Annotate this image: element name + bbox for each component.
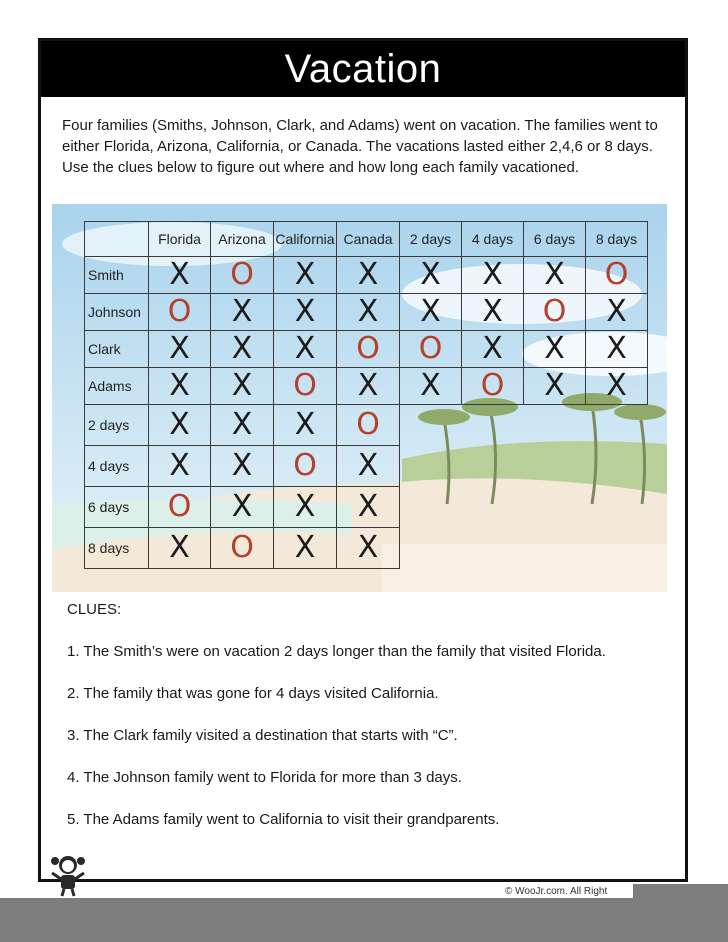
grid-mark: O xyxy=(462,368,524,405)
grid-mark: X xyxy=(337,487,400,528)
grid-empty-area xyxy=(400,405,648,446)
grid-mark: X xyxy=(274,405,337,446)
grid-mark: O xyxy=(149,294,211,331)
grid-mark: X xyxy=(274,528,337,569)
grid-mark: X xyxy=(337,528,400,569)
column-header: California xyxy=(274,222,337,257)
clue-item: 2. The family that was gone for 4 days visited California. xyxy=(67,685,439,702)
column-header: 8 days xyxy=(586,222,648,257)
grid-mark: X xyxy=(274,294,337,331)
grid-mark: X xyxy=(274,487,337,528)
grid-mark: X xyxy=(524,257,586,294)
grid-mark: X xyxy=(337,446,400,487)
column-header: Arizona xyxy=(211,222,274,257)
family-row-adams xyxy=(85,368,648,405)
days-row-6 xyxy=(85,487,648,528)
grid-mark: X xyxy=(274,331,337,368)
grid-mark: X xyxy=(211,331,274,368)
grid-mark: X xyxy=(586,331,648,368)
grid-mark: O xyxy=(274,446,337,487)
column-header: 2 days xyxy=(400,222,462,257)
grid-mark: X xyxy=(400,257,462,294)
days-row-2 xyxy=(85,405,648,446)
grid-corner-cell xyxy=(85,222,149,257)
grid-mark: O xyxy=(524,294,586,331)
grid-mark: O xyxy=(274,368,337,405)
kid-mascot-icon xyxy=(47,853,89,897)
family-row-clark xyxy=(85,331,648,368)
grid-header-row xyxy=(85,222,648,257)
grid-mark: X xyxy=(149,405,211,446)
column-header: 6 days xyxy=(524,222,586,257)
grid-mark: X xyxy=(586,368,648,405)
grid-mark: X xyxy=(337,294,400,331)
row-label: Smith xyxy=(85,257,149,294)
grid-mark: O xyxy=(211,528,274,569)
grid-mark: X xyxy=(586,294,648,331)
footer-bar xyxy=(0,898,728,942)
row-label: Clark xyxy=(85,331,149,368)
grid-mark: X xyxy=(149,528,211,569)
days-row-8 xyxy=(85,528,648,569)
clue-item: 4. The Johnson family went to Florida for more than 3 days. xyxy=(67,769,462,786)
worksheet xyxy=(38,38,688,882)
grid-mark: O xyxy=(211,257,274,294)
grid-mark: X xyxy=(149,368,211,405)
grid-mark: O xyxy=(337,331,400,368)
copyright-text: © WooJr.com. All Right xyxy=(505,886,608,897)
grid-mark: X xyxy=(274,257,337,294)
grid-mark: X xyxy=(149,446,211,487)
grid-mark: X xyxy=(462,257,524,294)
logic-grid xyxy=(84,221,648,569)
grid-mark: O xyxy=(149,487,211,528)
grid-mark: O xyxy=(586,257,648,294)
grid-mark: X xyxy=(337,368,400,405)
row-label: 8 days xyxy=(85,528,149,569)
grid-mark: X xyxy=(524,331,586,368)
grid-mark: X xyxy=(400,368,462,405)
column-header: Canada xyxy=(337,222,400,257)
grid-mark: O xyxy=(400,331,462,368)
family-row-smith xyxy=(85,257,648,294)
grid-mark: X xyxy=(462,294,524,331)
worksheet-title: Vacation xyxy=(41,41,685,97)
clue-item: 5. The Adams family went to California to visit their grandparents. xyxy=(67,811,500,828)
clue-item: 1. The Smith’s were on vacation 2 days longer than the family that visited Florida. xyxy=(67,643,606,660)
family-row-johnson xyxy=(85,294,648,331)
grid-mark: X xyxy=(211,446,274,487)
grid-empty-area xyxy=(400,487,648,528)
footer-overlay xyxy=(633,884,728,898)
grid-mark: X xyxy=(211,368,274,405)
row-label: Adams xyxy=(85,368,149,405)
intro-paragraph: Four families (Smiths, Johnson, Clark, and Adams) went on vacation. The families went to either Florida, Arizona, California, or Canada. The vacations lasted either 2,4,6 or 8 days. Use the clues below to figure out where and how long each family vacationed. xyxy=(62,117,658,176)
grid-mark: X xyxy=(462,331,524,368)
row-label: 6 days xyxy=(85,487,149,528)
column-header: 4 days xyxy=(462,222,524,257)
grid-empty-area xyxy=(400,528,648,569)
row-label: Johnson xyxy=(85,294,149,331)
column-header: Florida xyxy=(149,222,211,257)
grid-mark: X xyxy=(400,294,462,331)
grid-mark: X xyxy=(524,368,586,405)
grid-mark: X xyxy=(211,487,274,528)
clues-heading: CLUES: xyxy=(67,601,122,618)
grid-mark: X xyxy=(149,257,211,294)
grid-mark: X xyxy=(211,294,274,331)
clue-item: 3. The Clark family visited a destination that starts with “C”. xyxy=(67,727,458,744)
grid-mark: X xyxy=(211,405,274,446)
days-row-4 xyxy=(85,446,648,487)
row-label: 4 days xyxy=(85,446,149,487)
grid-mark: X xyxy=(337,257,400,294)
grid-empty-area xyxy=(400,446,648,487)
grid-mark: O xyxy=(337,405,400,446)
grid-mark: X xyxy=(149,331,211,368)
row-label: 2 days xyxy=(85,405,149,446)
